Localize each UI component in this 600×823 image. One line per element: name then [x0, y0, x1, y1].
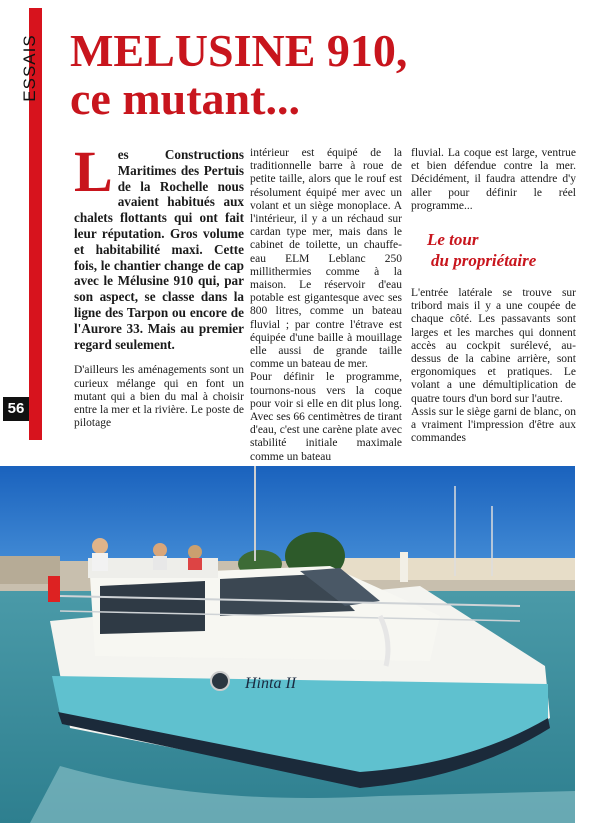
body-paragraph: Pour définir le programme, tournons-nous vers la coque pour voir si elle en dit plus long. Avec ses 66 centimètres de tirant d'eau, c'est une carène plate avec stabilité initiale maximale comme un bateau [250, 371, 402, 463]
body-paragraph: D'ailleurs les aménagements sont un curieux mélange qui en font un mutant qui a bien du mal à choisir entre la mer et la rivière. Le poste de pilotage [74, 364, 244, 430]
headline-line-2: ce mutant... [70, 73, 300, 124]
subheading [427, 229, 576, 271]
column-2 [250, 147, 402, 464]
lead-text: es Constructions Maritimes des Pertuis de la Rochelle nous avaient habitués aux chalets flottants qui ont fait leur réputation. Gros volume et habitabilité maxi. Cette fois, le chantier change de cap avec le Mélusine 910 qui, par son aspect, se classe dans la ligne des Tarpon ou encore de l'Aurore 33. Mais au premier regard seulement. [74, 147, 244, 352]
boat-name: Hinta II [245, 675, 297, 692]
section-label: ESSAIS [20, 34, 39, 102]
column-1 [74, 139, 244, 430]
body-paragraph: intérieur est équipé de la traditionnelle barre à roue de petite taille, alors que le rouf est résolument équipé mer avec un volant et un siège monoplace. A l'intérieur, il y a un réchaud sur cardan type mer, mais dans le cabinet de toilette, un chauffe-eau ELM Leblanc 250 millithermies comme à la maison. Le réservoir d'eau potable est gigantesque avec ses 800 litres, comme un bateau fluvial ; par contre l'étrave est équipée d'une baille à mouillage elle aussi de grande taille comme un bateau de mer. [250, 147, 402, 371]
porthole [211, 672, 229, 690]
subheading-line-2: du propriétaire [431, 251, 537, 271]
body-paragraph: L'entrée latérale se trouve sur tribord mais il y a une coupée de chaque côté. Les passavants sont larges et les marches qui donnent accès au cockpit surélevé, au-dessus de la cabine arrière, sont ergonomiques et pratiques. Le volant a une démultiplication de quatre tours d'un bord sur l'autre. [411, 287, 576, 405]
lead-paragraph [74, 139, 244, 352]
subheading-line-1: Le tour [427, 230, 479, 250]
headline-line-1: MELUSINE 910, [70, 25, 408, 76]
boat-photo [0, 466, 575, 823]
column-3 [411, 147, 576, 445]
page-number: 56 [3, 397, 29, 421]
person [188, 545, 202, 559]
drop-cap: L [74, 139, 113, 204]
body-paragraph: fluvial. La coque est large, ventrue et bien défendue contre la mer. Décidément, il faudra attendre d'y aller pour définir le réel programme... [411, 147, 576, 212]
person [92, 538, 108, 554]
person [153, 543, 167, 557]
headline [70, 27, 590, 123]
body-paragraph: Assis sur le siège garni de blanc, on a vraiment l'impression d'être aux commandes [411, 405, 576, 445]
